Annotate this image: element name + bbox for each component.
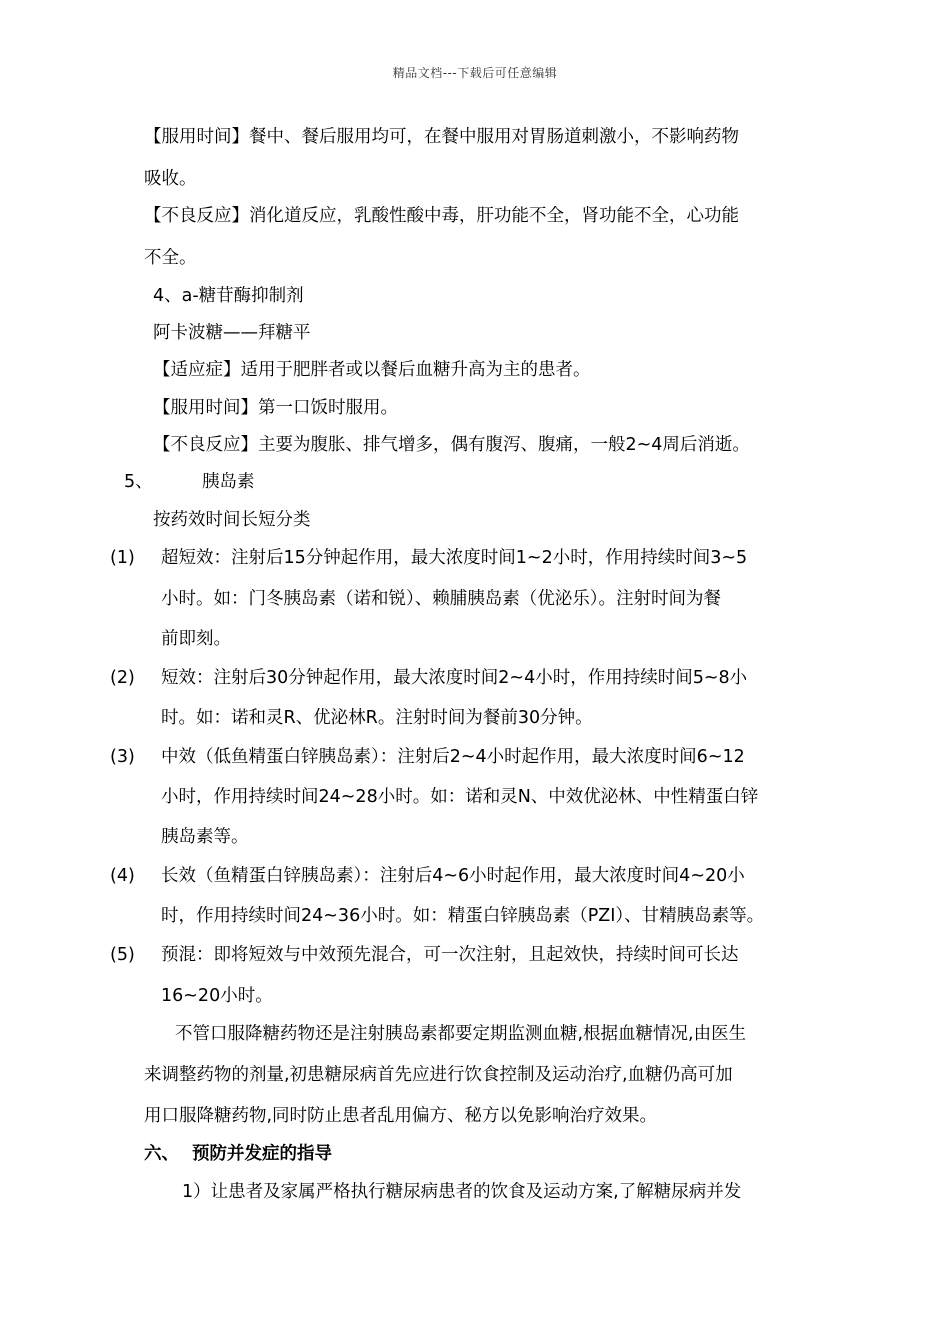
text-line: 16~20小时。	[161, 986, 273, 1006]
text-line: 【服用时间】第一口饭时服用。	[153, 398, 398, 418]
text-line: 胰岛素等。	[161, 827, 249, 847]
list-number: (5)	[110, 945, 135, 965]
list-number: (1)	[110, 548, 135, 568]
list-number: (3)	[110, 747, 135, 767]
list-number: 5、	[124, 472, 153, 492]
text-line: 时，作用持续时间24~36小时。如：精蛋白锌胰岛素（PZI）、甘精胰岛素等。	[161, 906, 765, 926]
page-header: 精品文档---下载后可任意编辑	[392, 66, 558, 80]
text-line: 长效（鱼精蛋白锌胰岛素）：注射后4~6小时起作用，最大浓度时间4~20小	[161, 866, 745, 886]
text-line: 时。如：诺和灵R、优泌林R。注射时间为餐前30分钟。	[161, 708, 593, 728]
text-line: 阿卡波糖——拜糖平	[153, 323, 311, 343]
list-number: (2)	[110, 668, 135, 688]
text-line: 不全。	[144, 248, 197, 268]
text-line: 1）让患者及家属严格执行糖尿病患者的饮食及运动方案,了解糖尿病并发	[182, 1182, 742, 1202]
text-line: 【不良反应】主要为腹胀、排气增多，偶有腹泻、腹痛，一般2~4周后消逝。	[153, 435, 750, 455]
text-line: 预混：即将短效与中效预先混合，可一次注射，且起效快，持续时间可长达	[161, 945, 739, 965]
list-number: (4)	[110, 866, 135, 886]
text-line: 用口服降糖药物,同时防止患者乱用偏方、秘方以免影响治疗效果。	[144, 1106, 658, 1126]
text-line: 【适应症】适用于肥胖者或以餐后血糖升高为主的患者。	[153, 360, 591, 380]
text-line: 按药效时间长短分类	[153, 510, 311, 530]
text-line: 【不良反应】消化道反应，乳酸性酸中毒，肝功能不全，肾功能不全，心功能	[144, 206, 739, 226]
text-line: 来调整药物的剂量,初患糖尿病首先应进行饮食控制及运动治疗,血糖仍高可加	[144, 1065, 733, 1085]
text-line: 超短效：注射后15分钟起作用，最大浓度时间1~2小时，作用持续时间3~5	[161, 548, 748, 568]
section-heading: 预防并发症的指导	[192, 1144, 332, 1164]
text-line: 中效（低鱼精蛋白锌胰岛素）：注射后2~4小时起作用，最大浓度时间6~12	[161, 747, 745, 767]
text-line: 吸收。	[144, 169, 197, 189]
section-title: 胰岛素	[202, 472, 255, 492]
text-line: 短效：注射后30分钟起作用，最大浓度时间2~4小时，作用持续时间5~8小	[161, 668, 748, 688]
text-line: 小时，作用持续时间24~28小时。如：诺和灵N、中效优泌林、中性精蛋白锌	[161, 787, 759, 807]
text-line: 小时。如：门冬胰岛素（诺和锐）、赖脯胰岛素（优泌乐）。注射时间为餐	[161, 589, 721, 609]
text-line: 4、a-糖苷酶抑制剂	[153, 286, 304, 306]
text-line: 【服用时间】餐中、餐后服用均可，在餐中服用对胃肠道刺激小，不影响药物	[144, 127, 739, 147]
section-number: 六、	[144, 1144, 179, 1164]
text-line: 不管口服降糖药物还是注射胰岛素都要定期监测血糖,根据血糖情况,由医生	[175, 1024, 747, 1044]
text-line: 前即刻。	[161, 629, 231, 649]
